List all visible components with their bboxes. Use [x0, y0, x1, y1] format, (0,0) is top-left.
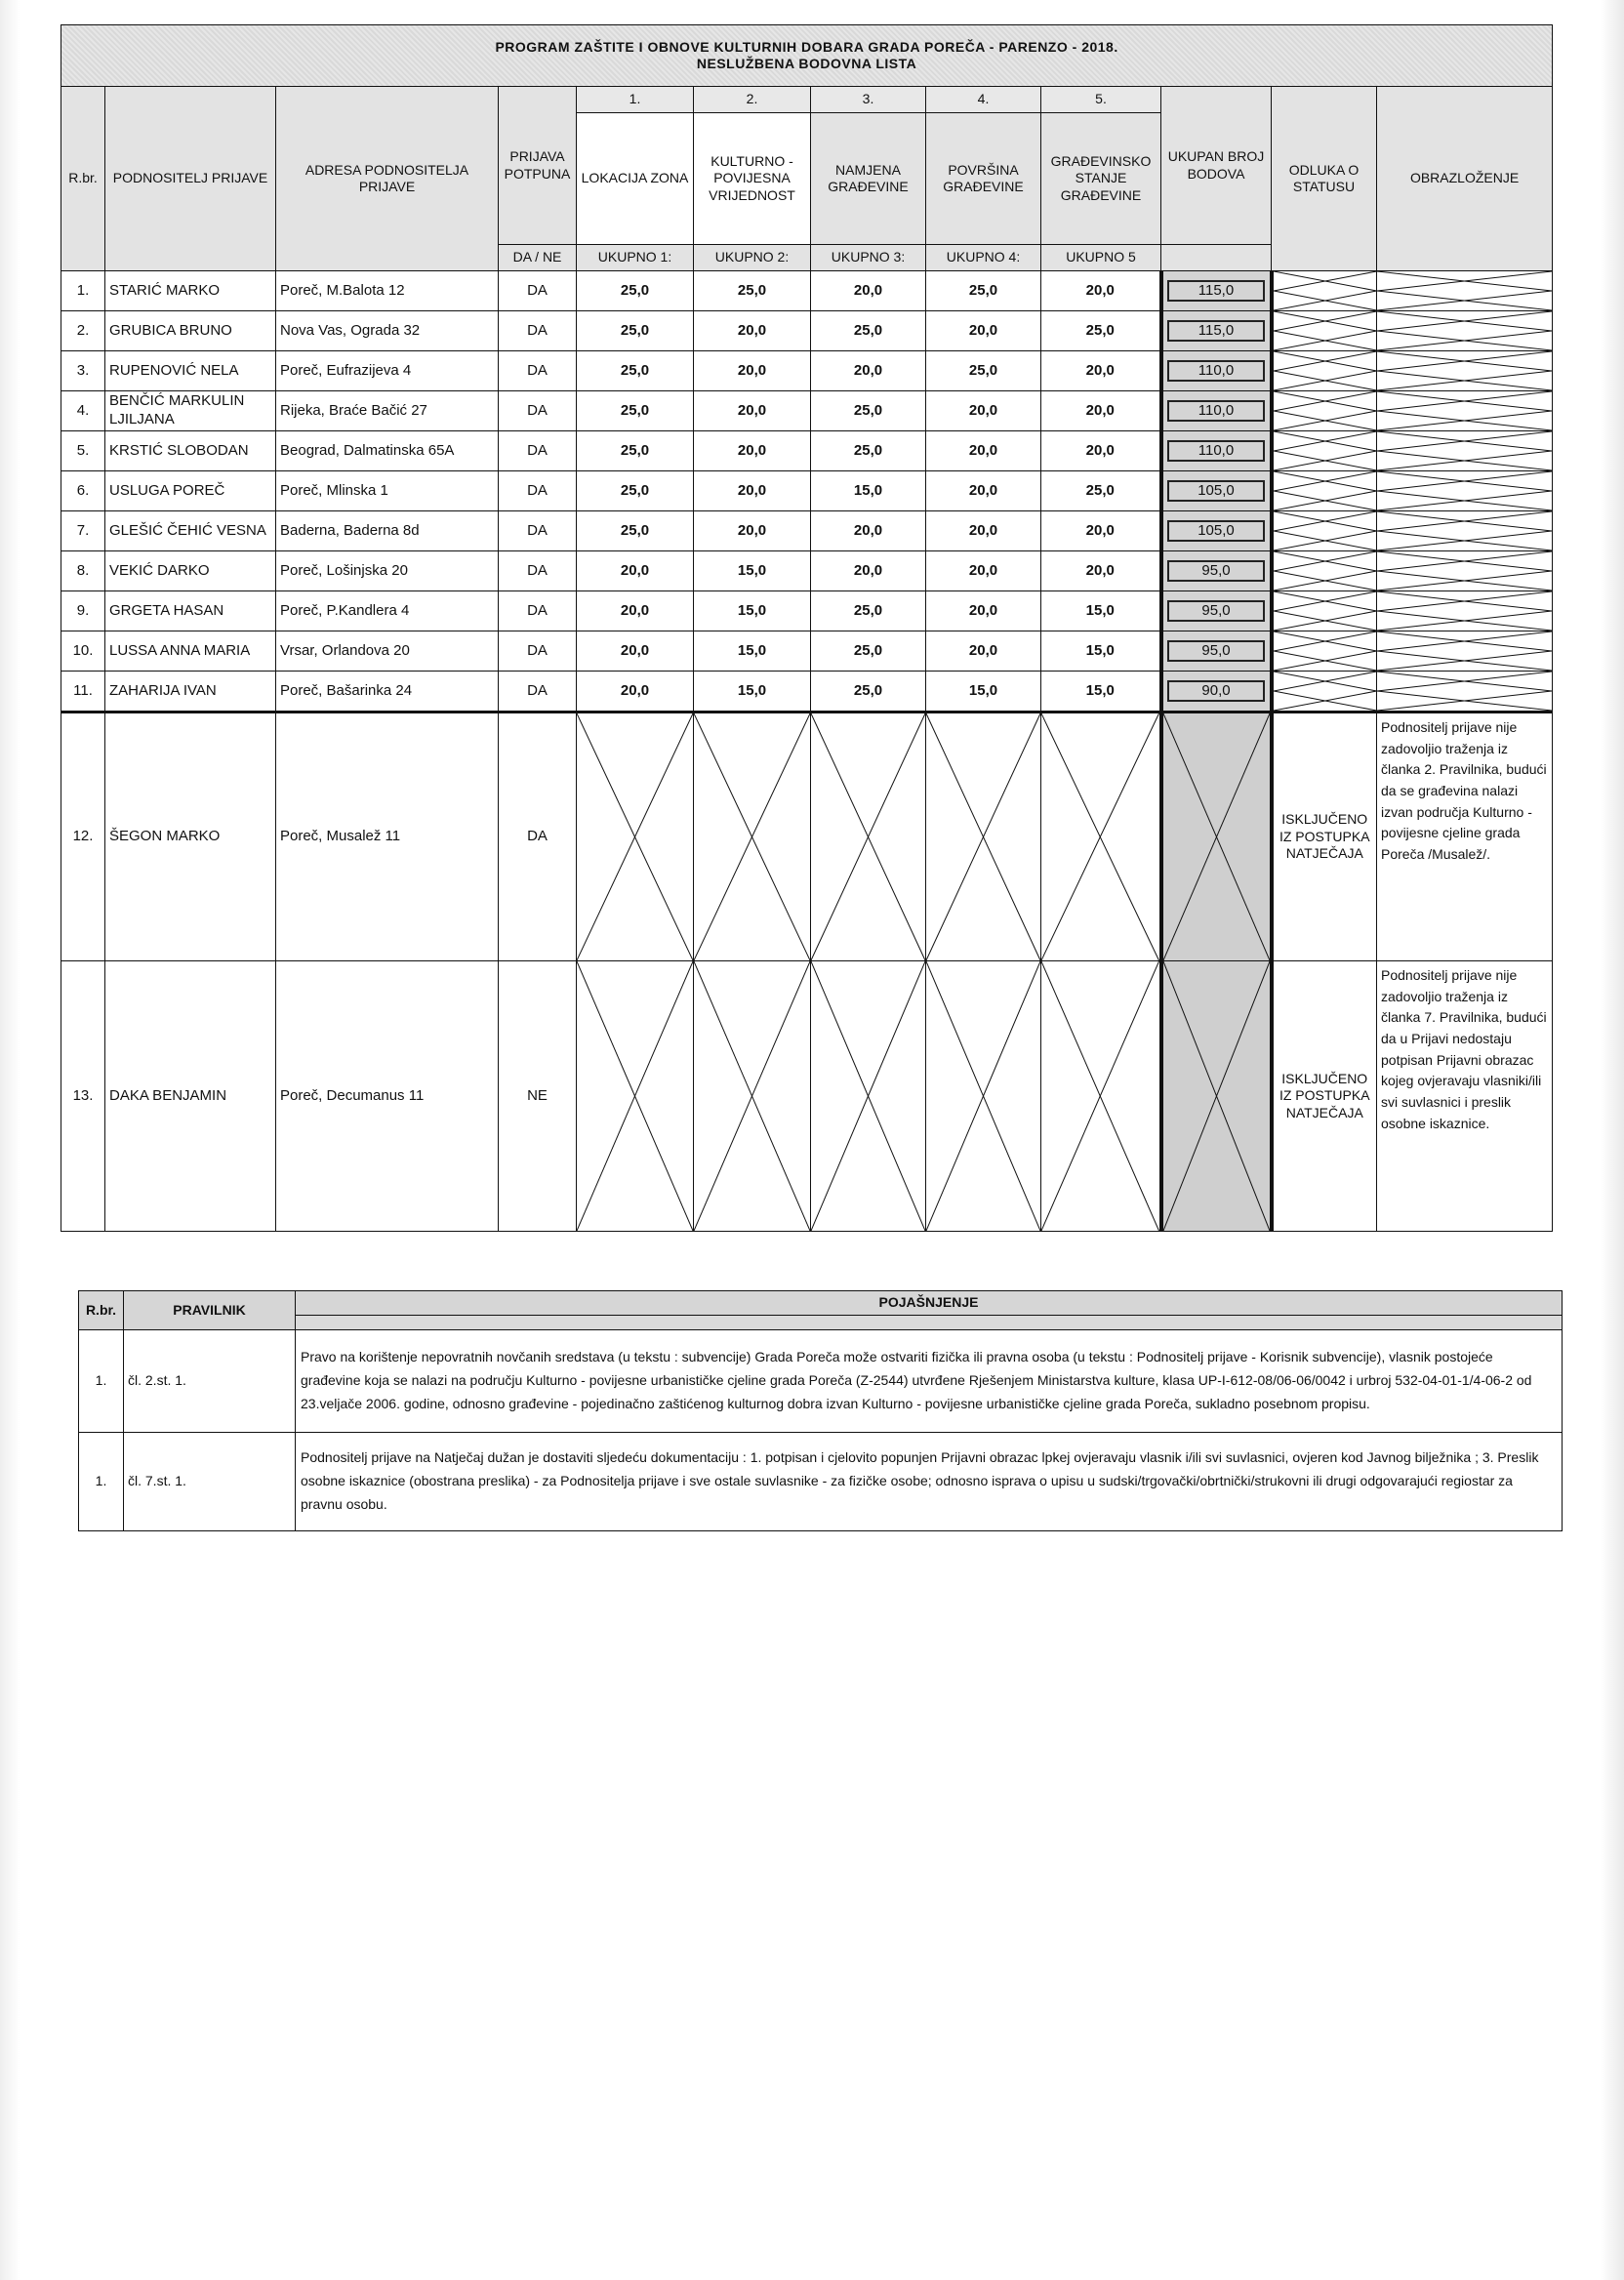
total-value: 95,0 [1167, 640, 1266, 663]
legend-text: Podnositelj prijave na Natječaj dužan je dostaviti sljedeću dokumentaciju : 1. potpisan i cjelovito popunjen Prijavni obrazac lpkej ovjeravaju vlasnik i/ili svi suvlasnici, ovjeren kod Javnog bilježnika ; 3. Preslik osobne iskaznice (obostrana preslika) - za Podnositelja prijave i sve ostale suvlasnike - za fizičke osobe; odnosno isprava o upisu u sudski/trgovački/obrtnički/strukovni ili drugi odgovarajući regiostar za pravnu osobu. [296, 1433, 1563, 1531]
score-1-cell: 25,0 [577, 471, 694, 511]
criterion-name-5: GRAĐEVINSKO STANJE GRAĐEVINE [1041, 113, 1161, 245]
address-cell: Poreč, Mlinska 1 [276, 471, 499, 511]
table-row [61, 551, 1553, 591]
score-3-cell: 25,0 [811, 591, 926, 631]
table-row-excluded [61, 712, 1553, 961]
name-cell: GLEŠIĆ ČEHIĆ VESNA [105, 511, 276, 551]
score-4-cell: 25,0 [926, 351, 1041, 391]
criterion-total-5: UKUPNO 5 [1041, 245, 1161, 271]
crossed-status-cell [1272, 311, 1377, 351]
crossed-reason-cell [1377, 672, 1553, 712]
criterion-num-2: 2. [694, 87, 811, 113]
crossed-cell [694, 712, 811, 961]
score-5-cell: 20,0 [1041, 431, 1161, 471]
crossed-status-cell [1272, 551, 1377, 591]
total-cell [1161, 672, 1272, 712]
crossed-cell [811, 712, 926, 961]
name-cell: USLUGA POREČ [105, 471, 276, 511]
rbr-cell: 1. [61, 271, 105, 311]
score-4-cell: 20,0 [926, 631, 1041, 672]
address-cell: Poreč, Lošinjska 20 [276, 551, 499, 591]
score-1-cell: 20,0 [577, 591, 694, 631]
rbr-cell: 6. [61, 471, 105, 511]
score-1-cell: 25,0 [577, 391, 694, 431]
complete-cell: DA [499, 431, 577, 471]
criterion-name-4: POVRŠINA GRAĐEVINE [926, 113, 1041, 245]
total-cell [1161, 471, 1272, 511]
complete-cell: DA [499, 672, 577, 712]
address-cell: Poreč, P.Kandlera 4 [276, 591, 499, 631]
header-odluka: ODLUKA O STATUSU [1272, 87, 1377, 271]
criterion-name-3: NAMJENA GRAĐEVINE [811, 113, 926, 245]
score-1-cell: 20,0 [577, 672, 694, 712]
rbr-cell: 4. [61, 391, 105, 431]
total-value: 110,0 [1167, 400, 1266, 423]
legend-rbr: 1. [79, 1330, 124, 1433]
complete-cell: DA [499, 351, 577, 391]
legend-header-rbr: R.br. [79, 1291, 124, 1330]
total-value: 110,0 [1167, 360, 1266, 383]
score-2-cell: 20,0 [694, 351, 811, 391]
total-cell [1161, 511, 1272, 551]
score-1-cell: 25,0 [577, 511, 694, 551]
address-cell: Poreč, Eufrazijeva 4 [276, 351, 499, 391]
scoring-table [61, 24, 1553, 1232]
criterion-total-3: UKUPNO 3: [811, 245, 926, 271]
crossed-total-cell [1161, 712, 1272, 961]
score-rows [61, 271, 1553, 712]
score-2-cell: 20,0 [694, 471, 811, 511]
criterion-num-4: 4. [926, 87, 1041, 113]
address-cell: Poreč, Bašarinka 24 [276, 672, 499, 712]
score-4-cell: 20,0 [926, 431, 1041, 471]
crossed-status-cell [1272, 511, 1377, 551]
complete-cell: DA [499, 591, 577, 631]
crossed-reason-cell [1377, 431, 1553, 471]
score-1-cell: 25,0 [577, 431, 694, 471]
score-3-cell: 20,0 [811, 511, 926, 551]
score-3-cell: 20,0 [811, 271, 926, 311]
criterion-num-3: 3. [811, 87, 926, 113]
table-row [61, 591, 1553, 631]
document-title [61, 25, 1553, 87]
reason-cell: Podnositelj prijave nije zadovoljio traženja iz članka 2. Pravilnika, budući da se građevina nalazi izvan područja Kulturno - povijesne cjeline grada Poreča /Musalež/. [1377, 712, 1553, 961]
legend-header-pojasnjenje: POJAŠNJENJE [296, 1291, 1563, 1316]
total-value: 115,0 [1167, 280, 1266, 303]
criterion-num-1: 1. [577, 87, 694, 113]
rbr-cell: 7. [61, 511, 105, 551]
total-cell [1161, 311, 1272, 351]
legend-header-pravilnik: PRAVILNIK [124, 1291, 296, 1330]
address-cell: Baderna, Baderna 8d [276, 511, 499, 551]
name-cell: ŠEGON MARKO [105, 712, 276, 961]
total-value: 90,0 [1167, 680, 1266, 703]
complete-cell: DA [499, 391, 577, 431]
score-5-cell: 20,0 [1041, 391, 1161, 431]
score-2-cell: 15,0 [694, 591, 811, 631]
total-value: 105,0 [1167, 520, 1266, 543]
scoring-table-sheet [61, 24, 1552, 1232]
header-adresa: ADRESA PODNOSITELJA PRIJAVE [276, 87, 499, 271]
legend-table [78, 1290, 1563, 1531]
score-5-cell: 25,0 [1041, 471, 1161, 511]
score-5-cell: 15,0 [1041, 672, 1161, 712]
total-value: 110,0 [1167, 440, 1266, 463]
name-cell: ZAHARIJA IVAN [105, 672, 276, 712]
crossed-cell [577, 961, 694, 1232]
crossed-status-cell [1272, 391, 1377, 431]
score-4-cell: 20,0 [926, 591, 1041, 631]
rbr-cell: 11. [61, 672, 105, 712]
header-ukupno: UKUPAN BROJ BODOVA [1161, 87, 1272, 245]
score-5-cell: 20,0 [1041, 271, 1161, 311]
total-cell [1161, 391, 1272, 431]
header-podnositelj: PODNOSITELJ PRIJAVE [105, 87, 276, 271]
rbr-cell: 8. [61, 551, 105, 591]
status-cell: ISKLJUČENO IZ POSTUPKA NATJEČAJA [1272, 961, 1377, 1232]
table-row [61, 511, 1553, 551]
score-3-cell: 20,0 [811, 551, 926, 591]
legend-ref: čl. 2.st. 1. [124, 1330, 296, 1433]
table-row [61, 471, 1553, 511]
crossed-cell [811, 961, 926, 1232]
score-3-cell: 25,0 [811, 672, 926, 712]
complete-cell: NE [499, 961, 577, 1232]
crossed-status-cell [1272, 271, 1377, 311]
complete-cell: DA [499, 712, 577, 961]
address-cell: Poreč, M.Balota 12 [276, 271, 499, 311]
total-cell [1161, 351, 1272, 391]
address-cell: Vrsar, Orlandova 20 [276, 631, 499, 672]
header-rbr: R.br. [61, 87, 105, 271]
name-cell: GRGETA HASAN [105, 591, 276, 631]
score-2-cell: 15,0 [694, 551, 811, 591]
score-4-cell: 20,0 [926, 471, 1041, 511]
complete-cell: DA [499, 511, 577, 551]
name-cell: DAKA BENJAMIN [105, 961, 276, 1232]
crossed-status-cell [1272, 591, 1377, 631]
rbr-cell: 9. [61, 591, 105, 631]
legend-table-wrapper [78, 1290, 1562, 1531]
header-da-ne: DA / NE [499, 245, 577, 271]
score-3-cell: 25,0 [811, 631, 926, 672]
crossed-cell [926, 712, 1041, 961]
rbr-cell: 2. [61, 311, 105, 351]
address-cell: Rijeka, Braće Bačić 27 [276, 391, 499, 431]
table-row-excluded [61, 961, 1553, 1232]
address-cell: Beograd, Dalmatinska 65A [276, 431, 499, 471]
crossed-reason-cell [1377, 631, 1553, 672]
name-cell: BENČIĆ MARKULIN LJILJANA [105, 391, 276, 431]
score-3-cell: 15,0 [811, 471, 926, 511]
score-2-cell: 15,0 [694, 631, 811, 672]
legend-text: Pravo na korištenje nepovratnih novčanih sredstava (u tekstu : subvencije) Grada Poreča može ostvariti fizička ili pravna osoba (u tekstu : Podnositelj prijave - Korisnik subvencije), vlasnik postojeće građevine koja se nalazi na području Kulturno - povijesne urbanističke cjeline grada Poreča (Z-2544) utvrđene Rješenjem Ministarstva kulture, klasa UP-I-612-08/06-06/0042 i urbroj 532-04-01-1/4-06-2 od 23.veljače 2006. godine, odnosno građevine - pojedinačno zaštićenog kulturnog dobra izvan Kulturno - povijesne urbanističke cjeline grada Poreča, sukladno posebnom propisu. [296, 1330, 1563, 1433]
legend-ref: čl. 7.st. 1. [124, 1433, 296, 1531]
crossed-cell [1041, 712, 1161, 961]
crossed-status-cell [1272, 672, 1377, 712]
score-3-cell: 25,0 [811, 311, 926, 351]
complete-cell: DA [499, 311, 577, 351]
crossed-status-cell [1272, 351, 1377, 391]
name-cell: VEKIĆ DARKO [105, 551, 276, 591]
crossed-cell [577, 712, 694, 961]
table-row [61, 631, 1553, 672]
name-cell: RUPENOVIĆ NELA [105, 351, 276, 391]
total-cell [1161, 631, 1272, 672]
crossed-cell [694, 961, 811, 1232]
crossed-reason-cell [1377, 311, 1553, 351]
total-value: 105,0 [1167, 480, 1266, 503]
score-5-cell: 20,0 [1041, 511, 1161, 551]
table-row [61, 351, 1553, 391]
crossed-reason-cell [1377, 271, 1553, 311]
crossed-cell [926, 961, 1041, 1232]
score-1-cell: 20,0 [577, 631, 694, 672]
legend-header-strip [296, 1316, 1563, 1330]
score-4-cell: 20,0 [926, 311, 1041, 351]
score-2-cell: 15,0 [694, 672, 811, 712]
total-cell [1161, 271, 1272, 311]
crossed-total-cell [1161, 961, 1272, 1232]
address-cell: Poreč, Decumanus 11 [276, 961, 499, 1232]
table-row [61, 431, 1553, 471]
score-3-cell: 25,0 [811, 431, 926, 471]
score-2-cell: 25,0 [694, 271, 811, 311]
legend-rbr: 1. [79, 1433, 124, 1531]
score-5-cell: 15,0 [1041, 631, 1161, 672]
crossed-reason-cell [1377, 591, 1553, 631]
crossed-status-cell [1272, 431, 1377, 471]
total-value: 95,0 [1167, 600, 1266, 623]
total-value: 95,0 [1167, 560, 1266, 583]
crossed-status-cell [1272, 471, 1377, 511]
total-cell [1161, 551, 1272, 591]
header-ukupno-blank [1161, 245, 1272, 271]
criterion-total-2: UKUPNO 2: [694, 245, 811, 271]
crossed-reason-cell [1377, 551, 1553, 591]
score-2-cell: 20,0 [694, 391, 811, 431]
crossed-reason-cell [1377, 471, 1553, 511]
score-5-cell: 25,0 [1041, 311, 1161, 351]
rbr-cell: 5. [61, 431, 105, 471]
criterion-total-1: UKUPNO 1: [577, 245, 694, 271]
table-row [61, 391, 1553, 431]
score-2-cell: 20,0 [694, 311, 811, 351]
reason-cell: Podnositelj prijave nije zadovoljio traženja iz članka 7. Pravilnika, budući da u Prijavi nedostaju potpisan Prijavni obrazac kojeg ovjeravaju vlasniki/ili svi suvlasnici i preslik osobne iskaznice. [1377, 961, 1553, 1232]
score-1-cell: 25,0 [577, 351, 694, 391]
score-4-cell: 25,0 [926, 271, 1041, 311]
address-cell: Poreč, Musalež 11 [276, 712, 499, 961]
rbr-cell: 3. [61, 351, 105, 391]
score-4-cell: 15,0 [926, 672, 1041, 712]
rbr-cell: 10. [61, 631, 105, 672]
status-cell: ISKLJUČENO IZ POSTUPKA NATJEČAJA [1272, 712, 1377, 961]
score-2-cell: 20,0 [694, 431, 811, 471]
score-1-cell: 20,0 [577, 551, 694, 591]
crossed-status-cell [1272, 631, 1377, 672]
name-cell: KRSTIĆ SLOBODAN [105, 431, 276, 471]
table-row [61, 271, 1553, 311]
complete-cell: DA [499, 271, 577, 311]
complete-cell: DA [499, 631, 577, 672]
score-1-cell: 25,0 [577, 311, 694, 351]
header-prijava: PRIJAVA POTPUNA [499, 87, 577, 245]
score-4-cell: 20,0 [926, 551, 1041, 591]
crossed-reason-cell [1377, 351, 1553, 391]
criterion-total-4: UKUPNO 4: [926, 245, 1041, 271]
table-row [61, 311, 1553, 351]
criterion-name-2: KULTURNO - POVIJESNA VRIJEDNOST [694, 113, 811, 245]
complete-cell: DA [499, 551, 577, 591]
score-2-cell: 20,0 [694, 511, 811, 551]
score-3-cell: 25,0 [811, 391, 926, 431]
crossed-reason-cell [1377, 511, 1553, 551]
header-obrazlozenje: OBRAZLOŽENJE [1377, 87, 1553, 271]
score-5-cell: 15,0 [1041, 591, 1161, 631]
title-line-1: PROGRAM ZAŠTITE I OBNOVE KULTURNIH DOBARA GRADA POREČA - PARENZO - 2018. [495, 38, 1118, 55]
name-cell: STARIĆ MARKO [105, 271, 276, 311]
rbr-cell: 13. [61, 961, 105, 1232]
criterion-name-1: LOKACIJA ZONA [577, 113, 694, 245]
score-1-cell: 25,0 [577, 271, 694, 311]
score-4-cell: 20,0 [926, 391, 1041, 431]
score-5-cell: 20,0 [1041, 551, 1161, 591]
total-value: 115,0 [1167, 320, 1266, 343]
crossed-reason-cell [1377, 391, 1553, 431]
score-3-cell: 20,0 [811, 351, 926, 391]
name-cell: LUSSA ANNA MARIA [105, 631, 276, 672]
crossed-cell [1041, 961, 1161, 1232]
complete-cell: DA [499, 471, 577, 511]
criterion-num-5: 5. [1041, 87, 1161, 113]
name-cell: GRUBICA BRUNO [105, 311, 276, 351]
total-cell [1161, 431, 1272, 471]
table-row [61, 672, 1553, 712]
address-cell: Nova Vas, Ograda 32 [276, 311, 499, 351]
score-4-cell: 20,0 [926, 511, 1041, 551]
rbr-cell: 12. [61, 712, 105, 961]
total-cell [1161, 591, 1272, 631]
title-line-2: NESLUŽBENA BODOVNA LISTA [696, 56, 917, 71]
score-5-cell: 20,0 [1041, 351, 1161, 391]
